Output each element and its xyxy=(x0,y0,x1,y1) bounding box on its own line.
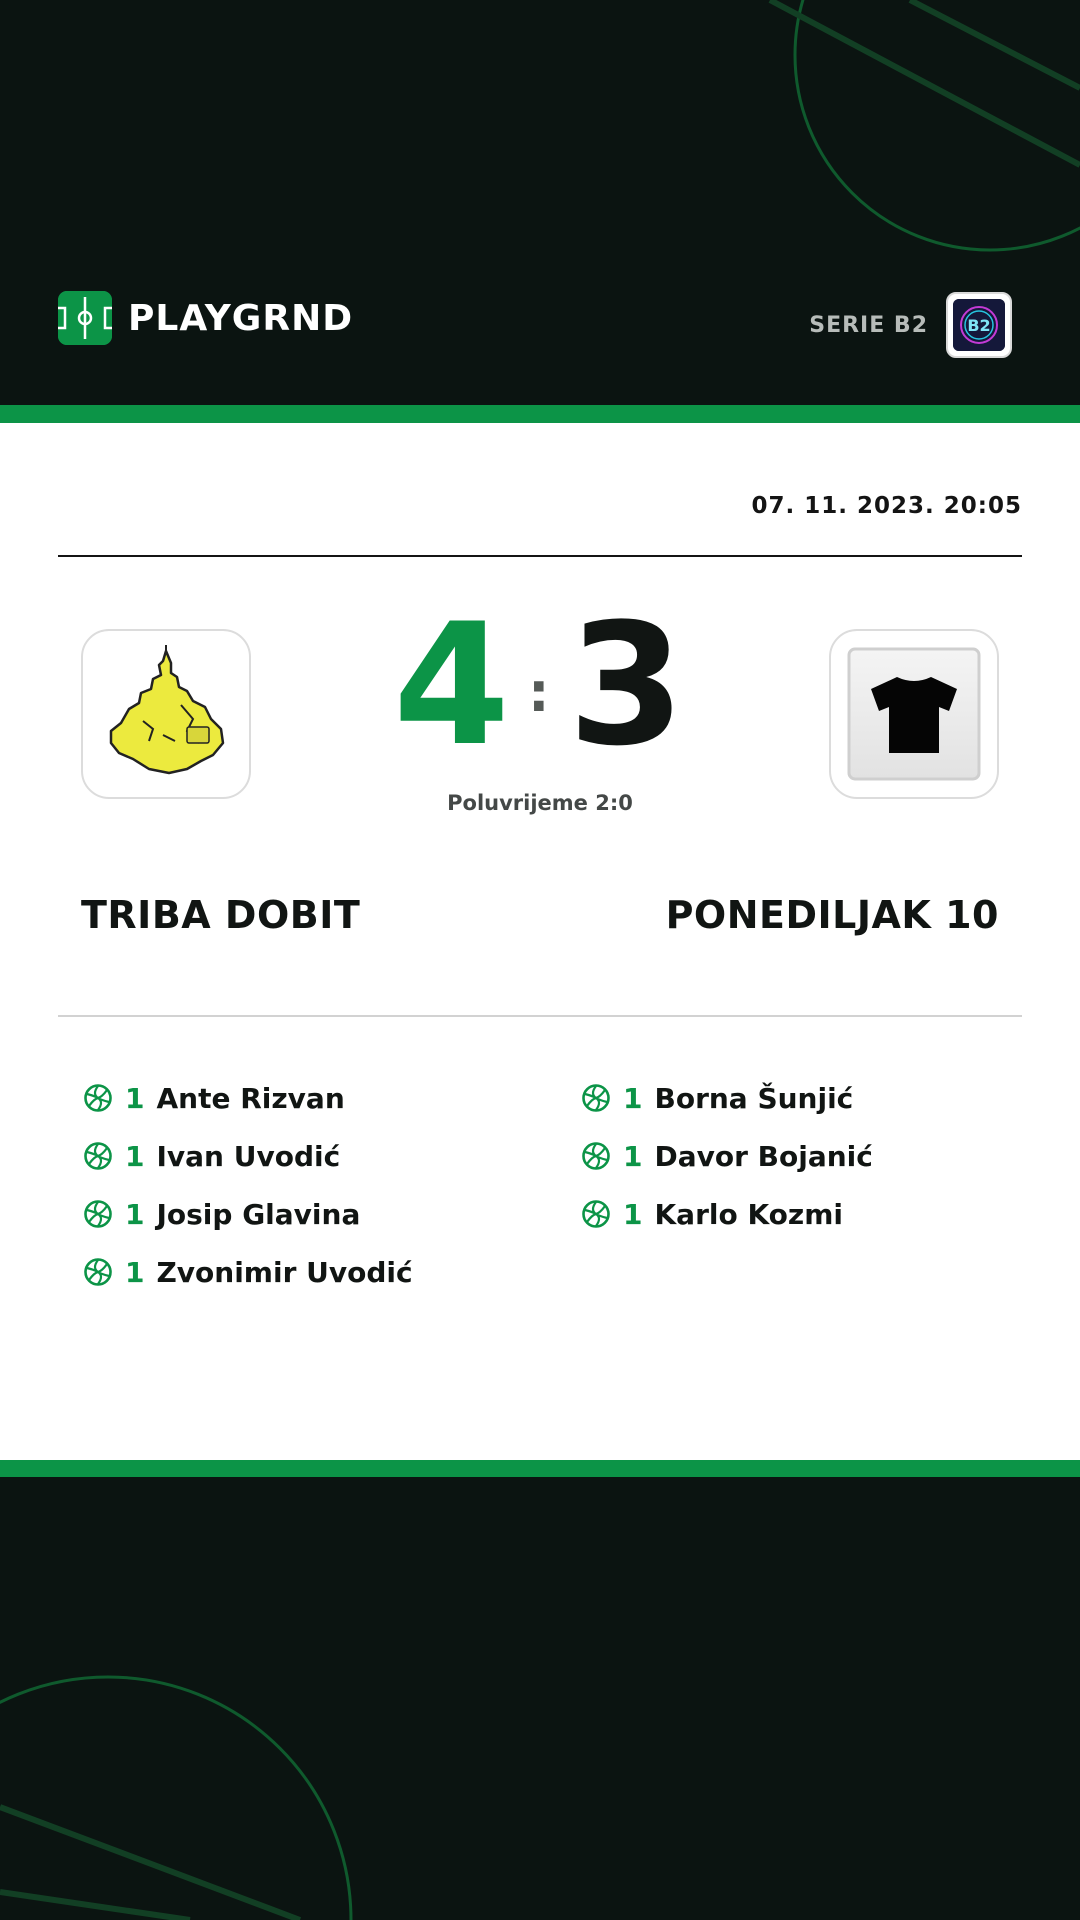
league-logo-icon xyxy=(953,299,1005,351)
brand[interactable] xyxy=(58,291,353,345)
score xyxy=(390,587,690,783)
scorer-name: Ivan Uvodić xyxy=(156,1139,341,1173)
soccer-ball-icon xyxy=(581,1141,611,1171)
scorer-row xyxy=(83,1127,413,1185)
scorer-row xyxy=(581,1127,873,1185)
goal-count: 1 xyxy=(623,1081,643,1115)
away-team-logo[interactable] xyxy=(829,629,999,799)
goal-count: 1 xyxy=(623,1139,643,1173)
away-scorers-list xyxy=(581,1069,873,1243)
soccer-ball-icon xyxy=(83,1257,113,1287)
home-score: 4 xyxy=(393,587,510,783)
scorer-name: Josip Glavina xyxy=(156,1197,361,1231)
away-team-name[interactable]: PONEDILJAK 10 xyxy=(665,893,999,937)
away-score: 3 xyxy=(568,587,685,783)
match-datetime: 07. 11. 2023. 20:05 xyxy=(751,493,1022,519)
soccer-ball-icon xyxy=(83,1141,113,1171)
soccer-ball-icon xyxy=(581,1199,611,1229)
scorer-row xyxy=(581,1069,873,1127)
scorer-name: Karlo Kozmi xyxy=(654,1197,843,1231)
footer-section xyxy=(0,1477,1080,1920)
home-team-name[interactable]: TRIBA DOBIT xyxy=(81,893,361,937)
header-section xyxy=(0,0,1080,405)
scorer-row xyxy=(83,1069,413,1127)
scorer-row xyxy=(83,1243,413,1301)
league-badge[interactable] xyxy=(809,292,1012,358)
home-scorers-list xyxy=(83,1069,413,1301)
league-logo xyxy=(946,292,1012,358)
divider xyxy=(58,555,1022,557)
team-crest-icon xyxy=(83,631,249,797)
goal-count: 1 xyxy=(125,1081,145,1115)
soccer-ball-icon xyxy=(581,1083,611,1113)
field-decoration xyxy=(0,1477,1080,1920)
goal-count: 1 xyxy=(125,1139,145,1173)
soccer-ball-icon xyxy=(83,1199,113,1229)
home-team-logo[interactable] xyxy=(81,629,251,799)
brand-name: PLAYGRND xyxy=(128,297,354,339)
scorer-name: Borna Šunjić xyxy=(654,1081,854,1115)
match-card xyxy=(0,423,1080,1460)
league-logo-text: B2 xyxy=(967,316,991,335)
scorer-name: Davor Bojanić xyxy=(654,1139,873,1173)
goal-count: 1 xyxy=(623,1197,643,1231)
goal-count: 1 xyxy=(125,1255,145,1289)
accent-bar-bottom xyxy=(0,1460,1080,1478)
scorer-row xyxy=(83,1185,413,1243)
accent-bar-top xyxy=(0,405,1080,423)
jersey-icon xyxy=(831,631,997,797)
halftime-score: Poluvrijeme 2:0 xyxy=(447,791,633,815)
goal-count: 1 xyxy=(125,1197,145,1231)
scorer-name: Ante Rizvan xyxy=(156,1081,345,1115)
soccer-ball-icon xyxy=(83,1083,113,1113)
divider xyxy=(58,1015,1022,1017)
scorer-row xyxy=(581,1185,873,1243)
scorer-name: Zvonimir Uvodić xyxy=(156,1255,413,1289)
league-name: SERIE B2 xyxy=(809,312,928,338)
soccer-field-icon xyxy=(58,291,112,345)
score-separator: : xyxy=(528,661,550,724)
